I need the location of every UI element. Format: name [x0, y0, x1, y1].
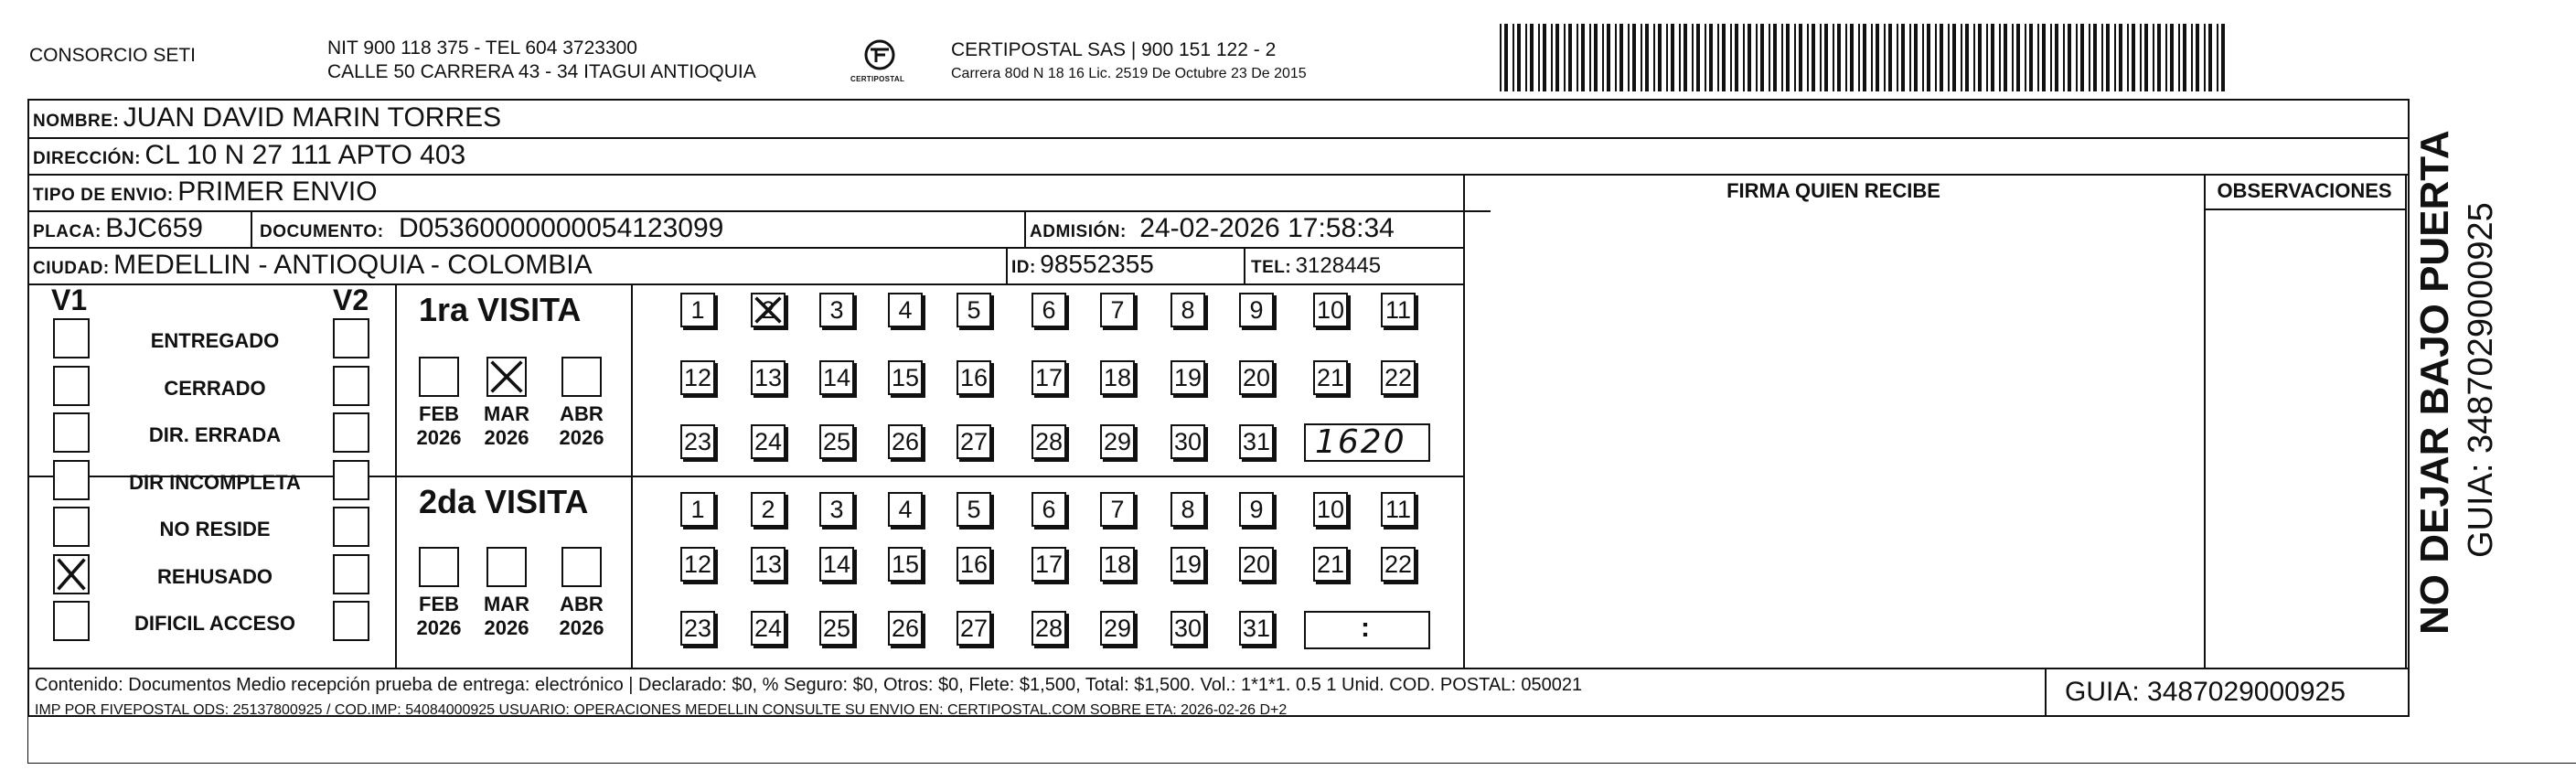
side-guia: GUIA: 3487029000925 — [2462, 202, 2500, 558]
day-number: 28 — [1034, 428, 1064, 455]
status-v2-checkbox[interactable] — [333, 412, 369, 453]
day-number: 6 — [1042, 296, 1056, 324]
day-box[interactable] — [957, 293, 991, 327]
certipostal-logo — [850, 37, 909, 88]
month-year: 2026 — [416, 616, 462, 639]
status-label: DIR INCOMPLETA — [129, 471, 301, 494]
tel-label: TEL: — [1251, 258, 1292, 277]
month-label — [407, 593, 471, 640]
day-number: 31 — [1242, 615, 1271, 642]
day-box[interactable] — [888, 360, 923, 395]
visit1-title: 1ra VISITA — [419, 291, 582, 328]
no-dejar-bajo-puerta: NO DEJAR BAJO PUERTA — [2412, 130, 2457, 635]
day-number: 4 — [898, 496, 913, 523]
day-box[interactable] — [751, 293, 786, 327]
month-year: 2026 — [484, 616, 529, 639]
month-label — [475, 593, 539, 640]
day-number: 27 — [959, 615, 989, 642]
status-v2-checkbox[interactable] — [333, 507, 369, 547]
day-number: 29 — [1103, 428, 1132, 455]
admission-label: ADMISIÓN: — [1030, 222, 1127, 241]
recipient-name: JUAN DAVID MARIN TORRES — [123, 102, 502, 133]
day-number: 22 — [1384, 551, 1413, 578]
document-row — [260, 213, 723, 244]
certipostal-line: CERTIPOSTAL SAS | 900 151 122 - 2 — [951, 39, 1277, 60]
day-box[interactable] — [1031, 293, 1066, 327]
day-box[interactable] — [1239, 293, 1274, 327]
day-number: 24 — [754, 615, 783, 642]
day-number: 9 — [1249, 296, 1264, 324]
day-number: 16 — [959, 551, 989, 578]
day-box[interactable] — [1381, 547, 1416, 582]
day-number: 7 — [1110, 496, 1125, 523]
status-v2-checkbox[interactable] — [333, 460, 369, 500]
day-box[interactable] — [680, 611, 715, 646]
day-box[interactable] — [1381, 492, 1416, 527]
day-box[interactable] — [1239, 492, 1274, 527]
day-box[interactable] — [751, 360, 786, 395]
status-v1-checkbox[interactable] — [53, 554, 90, 594]
guia-box — [2045, 668, 2405, 715]
day-number: 11 — [1384, 296, 1412, 324]
name-label: NOMBRE: — [33, 112, 120, 131]
signature-area[interactable] — [1465, 212, 2202, 666]
admission-value: 24-02-2026 17:58:34 — [1139, 213, 1395, 243]
day-number: 6 — [1042, 496, 1056, 523]
day-number: 12 — [683, 364, 712, 391]
city-label: CIUDAD: — [33, 259, 110, 278]
id-value: 98552355 — [1040, 250, 1154, 278]
day-number: 15 — [891, 551, 920, 578]
month-checkbox-feb[interactable] — [419, 547, 459, 587]
id-row — [1011, 250, 1154, 279]
day-number: 24 — [754, 428, 783, 455]
ship-type-label: TIPO DE ENVIO: — [33, 186, 174, 205]
day-box[interactable] — [1239, 547, 1274, 582]
imp-line: IMP POR FIVEPOSTAL ODS: 25137800925 / COD.IMP: 54084000925 USUARIO: OPERACIONES MEDELLIN CONSULTE SU ENVIO EN: CERTIPOSTAL.COM SOBRE ETA: 2026-02-26 D+2 — [35, 702, 1288, 718]
day-box[interactable] — [1100, 424, 1135, 459]
month-name: MAR — [483, 402, 530, 425]
company-name: CONSORCIO SETI — [29, 45, 197, 66]
tel-value: 3128445 — [1295, 253, 1382, 278]
address-label: DIRECCIÓN: — [33, 149, 141, 168]
status-label: DIFICIL ACCESO — [134, 612, 295, 635]
day-number: 1 — [690, 496, 705, 523]
document-value: D05360000000054123099 — [399, 213, 724, 243]
day-box[interactable] — [888, 293, 923, 327]
barcode-graphic — [1500, 24, 2231, 91]
day-number: 28 — [1034, 615, 1064, 642]
nit-line: NIT 900 118 375 - TEL 604 3723300 — [327, 37, 637, 59]
day-number: 5 — [967, 496, 981, 523]
admission-row — [1030, 213, 1395, 244]
city-row — [33, 250, 593, 281]
day-number: 14 — [822, 551, 851, 578]
day-box[interactable] — [1313, 293, 1348, 327]
day-number: 20 — [1242, 551, 1271, 578]
day-number: 30 — [1173, 615, 1202, 642]
day-box[interactable] — [957, 611, 991, 646]
day-box[interactable] — [819, 547, 854, 582]
month-year: 2026 — [559, 616, 604, 639]
day-box[interactable] — [1313, 492, 1348, 527]
visit1-time-value: 1620 — [1315, 423, 1406, 461]
day-number: 19 — [1173, 551, 1202, 578]
month-label — [475, 402, 539, 450]
month-checkbox-mar[interactable] — [486, 357, 527, 397]
day-box[interactable] — [1100, 492, 1135, 527]
id-label: ID: — [1011, 258, 1036, 277]
plate-value: BJC659 — [105, 213, 203, 243]
v1-label: V1 — [51, 283, 88, 316]
day-box[interactable] — [751, 424, 786, 459]
day-box[interactable] — [819, 492, 854, 527]
day-number: 21 — [1316, 364, 1345, 391]
day-box[interactable] — [1381, 293, 1416, 327]
day-number: 12 — [683, 551, 712, 578]
day-box[interactable] — [1170, 492, 1205, 527]
status-v1-checkbox[interactable] — [53, 318, 90, 358]
status-v1-checkbox[interactable] — [53, 412, 90, 453]
status-v1-checkbox[interactable] — [53, 366, 90, 406]
day-number: 10 — [1316, 296, 1345, 324]
day-box[interactable] — [1031, 424, 1066, 459]
day-box[interactable] — [1239, 360, 1274, 395]
day-number: 15 — [891, 364, 920, 391]
day-box[interactable] — [1170, 547, 1205, 582]
day-number: 22 — [1384, 364, 1413, 391]
status-v2-checkbox[interactable] — [333, 554, 369, 594]
v2-label: V2 — [333, 283, 369, 316]
day-number: 2 — [761, 496, 775, 523]
month-year: 2026 — [559, 426, 604, 449]
observations-column-header: OBSERVACIONES — [2217, 179, 2392, 202]
month-name: FEB — [419, 402, 459, 425]
day-box[interactable] — [888, 492, 923, 527]
day-box[interactable] — [819, 293, 854, 327]
plate-label: PLACA: — [33, 222, 102, 241]
x-mark-icon — [55, 556, 88, 593]
day-box[interactable] — [1313, 360, 1348, 395]
day-number: 23 — [683, 428, 712, 455]
day-number: 20 — [1242, 364, 1271, 391]
day-box[interactable] — [1170, 424, 1205, 459]
status-label: ENTREGADO — [150, 329, 280, 352]
day-box[interactable] — [1313, 547, 1348, 582]
status-v1-checkbox[interactable] — [53, 507, 90, 547]
day-box[interactable] — [957, 360, 991, 395]
document-label: DOCUMENTO: — [260, 222, 384, 241]
day-number: 13 — [754, 364, 783, 391]
day-box[interactable] — [888, 611, 923, 646]
month-year: 2026 — [416, 426, 462, 449]
day-number: 18 — [1103, 551, 1132, 578]
barcode — [1500, 24, 2231, 91]
month-checkbox-abr[interactable] — [561, 357, 602, 397]
logo-caption: CERTIPOSTAL — [850, 75, 905, 83]
visit2-time-box[interactable] — [1304, 611, 1430, 649]
day-box[interactable] — [1031, 611, 1066, 646]
day-number: 14 — [822, 364, 851, 391]
city-value: MEDELLIN - ANTIOQUIA - COLOMBIA — [113, 250, 593, 280]
day-number: 8 — [1181, 296, 1195, 324]
status-v2-checkbox[interactable] — [333, 366, 369, 406]
month-checkbox-feb[interactable] — [419, 357, 459, 397]
ship-type-row — [33, 176, 378, 208]
visit2-title: 2da VISITA — [419, 483, 589, 520]
contents-line: Contenido: Documentos Medio recepción prueba de entrega: electrónico | Declarado: $0, % Seguro: $0, Otros: $0, Flete: $1,500, Total: $1,500. Vol.: 1*1*1. 0.5 1 Unid. COD. POSTAL: 050021 — [35, 675, 1583, 695]
day-number: 25 — [822, 428, 851, 455]
month-label — [407, 402, 471, 450]
day-number: 25 — [822, 615, 851, 642]
month-name: ABR — [560, 593, 604, 615]
month-label — [550, 402, 614, 450]
day-box[interactable] — [819, 424, 854, 459]
day-number: 27 — [959, 428, 989, 455]
day-number: 3 — [829, 496, 844, 523]
guia-box-text: GUIA: 3487029000925 — [2065, 677, 2346, 707]
day-number: 4 — [898, 296, 913, 324]
day-box[interactable] — [1170, 293, 1205, 327]
recipient-address: CL 10 N 27 111 APTO 403 — [144, 140, 466, 170]
day-box[interactable] — [1100, 293, 1135, 327]
day-box[interactable] — [680, 360, 715, 395]
day-number: 7 — [1110, 296, 1125, 324]
status-label: DIR. ERRADA — [148, 423, 282, 446]
day-number: 2 — [761, 296, 775, 324]
day-number: 13 — [754, 551, 783, 578]
day-box[interactable] — [680, 424, 715, 459]
address-line: CALLE 50 CARRERA 43 - 34 ITAGUI ANTIOQUIA — [327, 61, 756, 82]
visit1-time-box[interactable] — [1304, 423, 1430, 462]
day-number: 5 — [967, 296, 981, 324]
plate-row — [33, 213, 203, 244]
day-box[interactable] — [819, 611, 854, 646]
day-box[interactable] — [1381, 360, 1416, 395]
day-number: 26 — [891, 428, 920, 455]
day-number: 3 — [829, 296, 844, 324]
month-name: FEB — [419, 593, 459, 615]
month-name: ABR — [560, 402, 604, 425]
day-number: 11 — [1384, 496, 1412, 523]
day-box[interactable] — [957, 424, 991, 459]
day-box[interactable] — [680, 547, 715, 582]
day-box[interactable] — [1170, 611, 1205, 646]
day-box[interactable] — [680, 293, 715, 327]
month-label — [550, 593, 614, 640]
license-line: Carrera 80d N 18 16 Lic. 2519 De Octubre 23 De 2015 — [951, 66, 1307, 81]
day-number: 23 — [683, 615, 712, 642]
day-box[interactable] — [1100, 547, 1135, 582]
status-label: NO RESIDE — [159, 518, 271, 540]
day-box[interactable] — [957, 547, 991, 582]
status-v1-checkbox[interactable] — [53, 601, 90, 641]
day-number: 26 — [891, 615, 920, 642]
day-box[interactable] — [888, 424, 923, 459]
ship-type: PRIMER ENVIO — [177, 176, 378, 207]
visit2-time-value: : — [1361, 613, 1370, 643]
status-v2-checkbox[interactable] — [333, 318, 369, 358]
day-number: 31 — [1242, 428, 1271, 455]
day-box[interactable] — [1100, 360, 1135, 395]
month-year: 2026 — [484, 426, 529, 449]
month-checkbox-abr[interactable] — [561, 547, 602, 587]
day-box[interactable] — [1031, 547, 1066, 582]
day-number: 17 — [1034, 364, 1064, 391]
day-box[interactable] — [819, 360, 854, 395]
day-number: 9 — [1249, 496, 1264, 523]
month-name: MAR — [483, 593, 530, 615]
status-v1-checkbox[interactable] — [53, 460, 90, 500]
day-number: 17 — [1034, 551, 1064, 578]
day-number: 18 — [1103, 364, 1132, 391]
day-box[interactable] — [680, 492, 715, 527]
x-mark-icon — [488, 358, 525, 395]
day-box[interactable] — [751, 611, 786, 646]
status-v2-checkbox[interactable] — [333, 601, 369, 641]
day-number: 1 — [690, 296, 705, 324]
day-box[interactable] — [1031, 360, 1066, 395]
day-number: 19 — [1173, 364, 1202, 391]
day-box[interactable] — [888, 547, 923, 582]
day-box[interactable] — [751, 492, 786, 527]
day-box[interactable] — [751, 547, 786, 582]
day-number: 21 — [1316, 551, 1345, 578]
status-label: REHUSADO — [157, 565, 273, 588]
day-box[interactable] — [1100, 611, 1135, 646]
day-box[interactable] — [1170, 360, 1205, 395]
tel-row — [1251, 253, 1381, 279]
day-number: 10 — [1316, 496, 1345, 523]
day-box[interactable] — [1031, 492, 1066, 527]
day-number: 16 — [959, 364, 989, 391]
day-number: 8 — [1181, 496, 1195, 523]
observations-area[interactable] — [2206, 212, 2403, 666]
signature-column-header: FIRMA QUIEN RECIBE — [1726, 179, 1940, 202]
day-number: 29 — [1103, 615, 1132, 642]
name-row — [33, 102, 501, 134]
address-row — [33, 140, 465, 171]
day-box[interactable] — [1239, 611, 1274, 646]
month-checkbox-mar[interactable] — [486, 547, 527, 587]
day-box[interactable] — [1239, 424, 1274, 459]
day-number: 30 — [1173, 428, 1202, 455]
status-label: CERRADO — [164, 377, 266, 400]
day-box[interactable] — [957, 492, 991, 527]
